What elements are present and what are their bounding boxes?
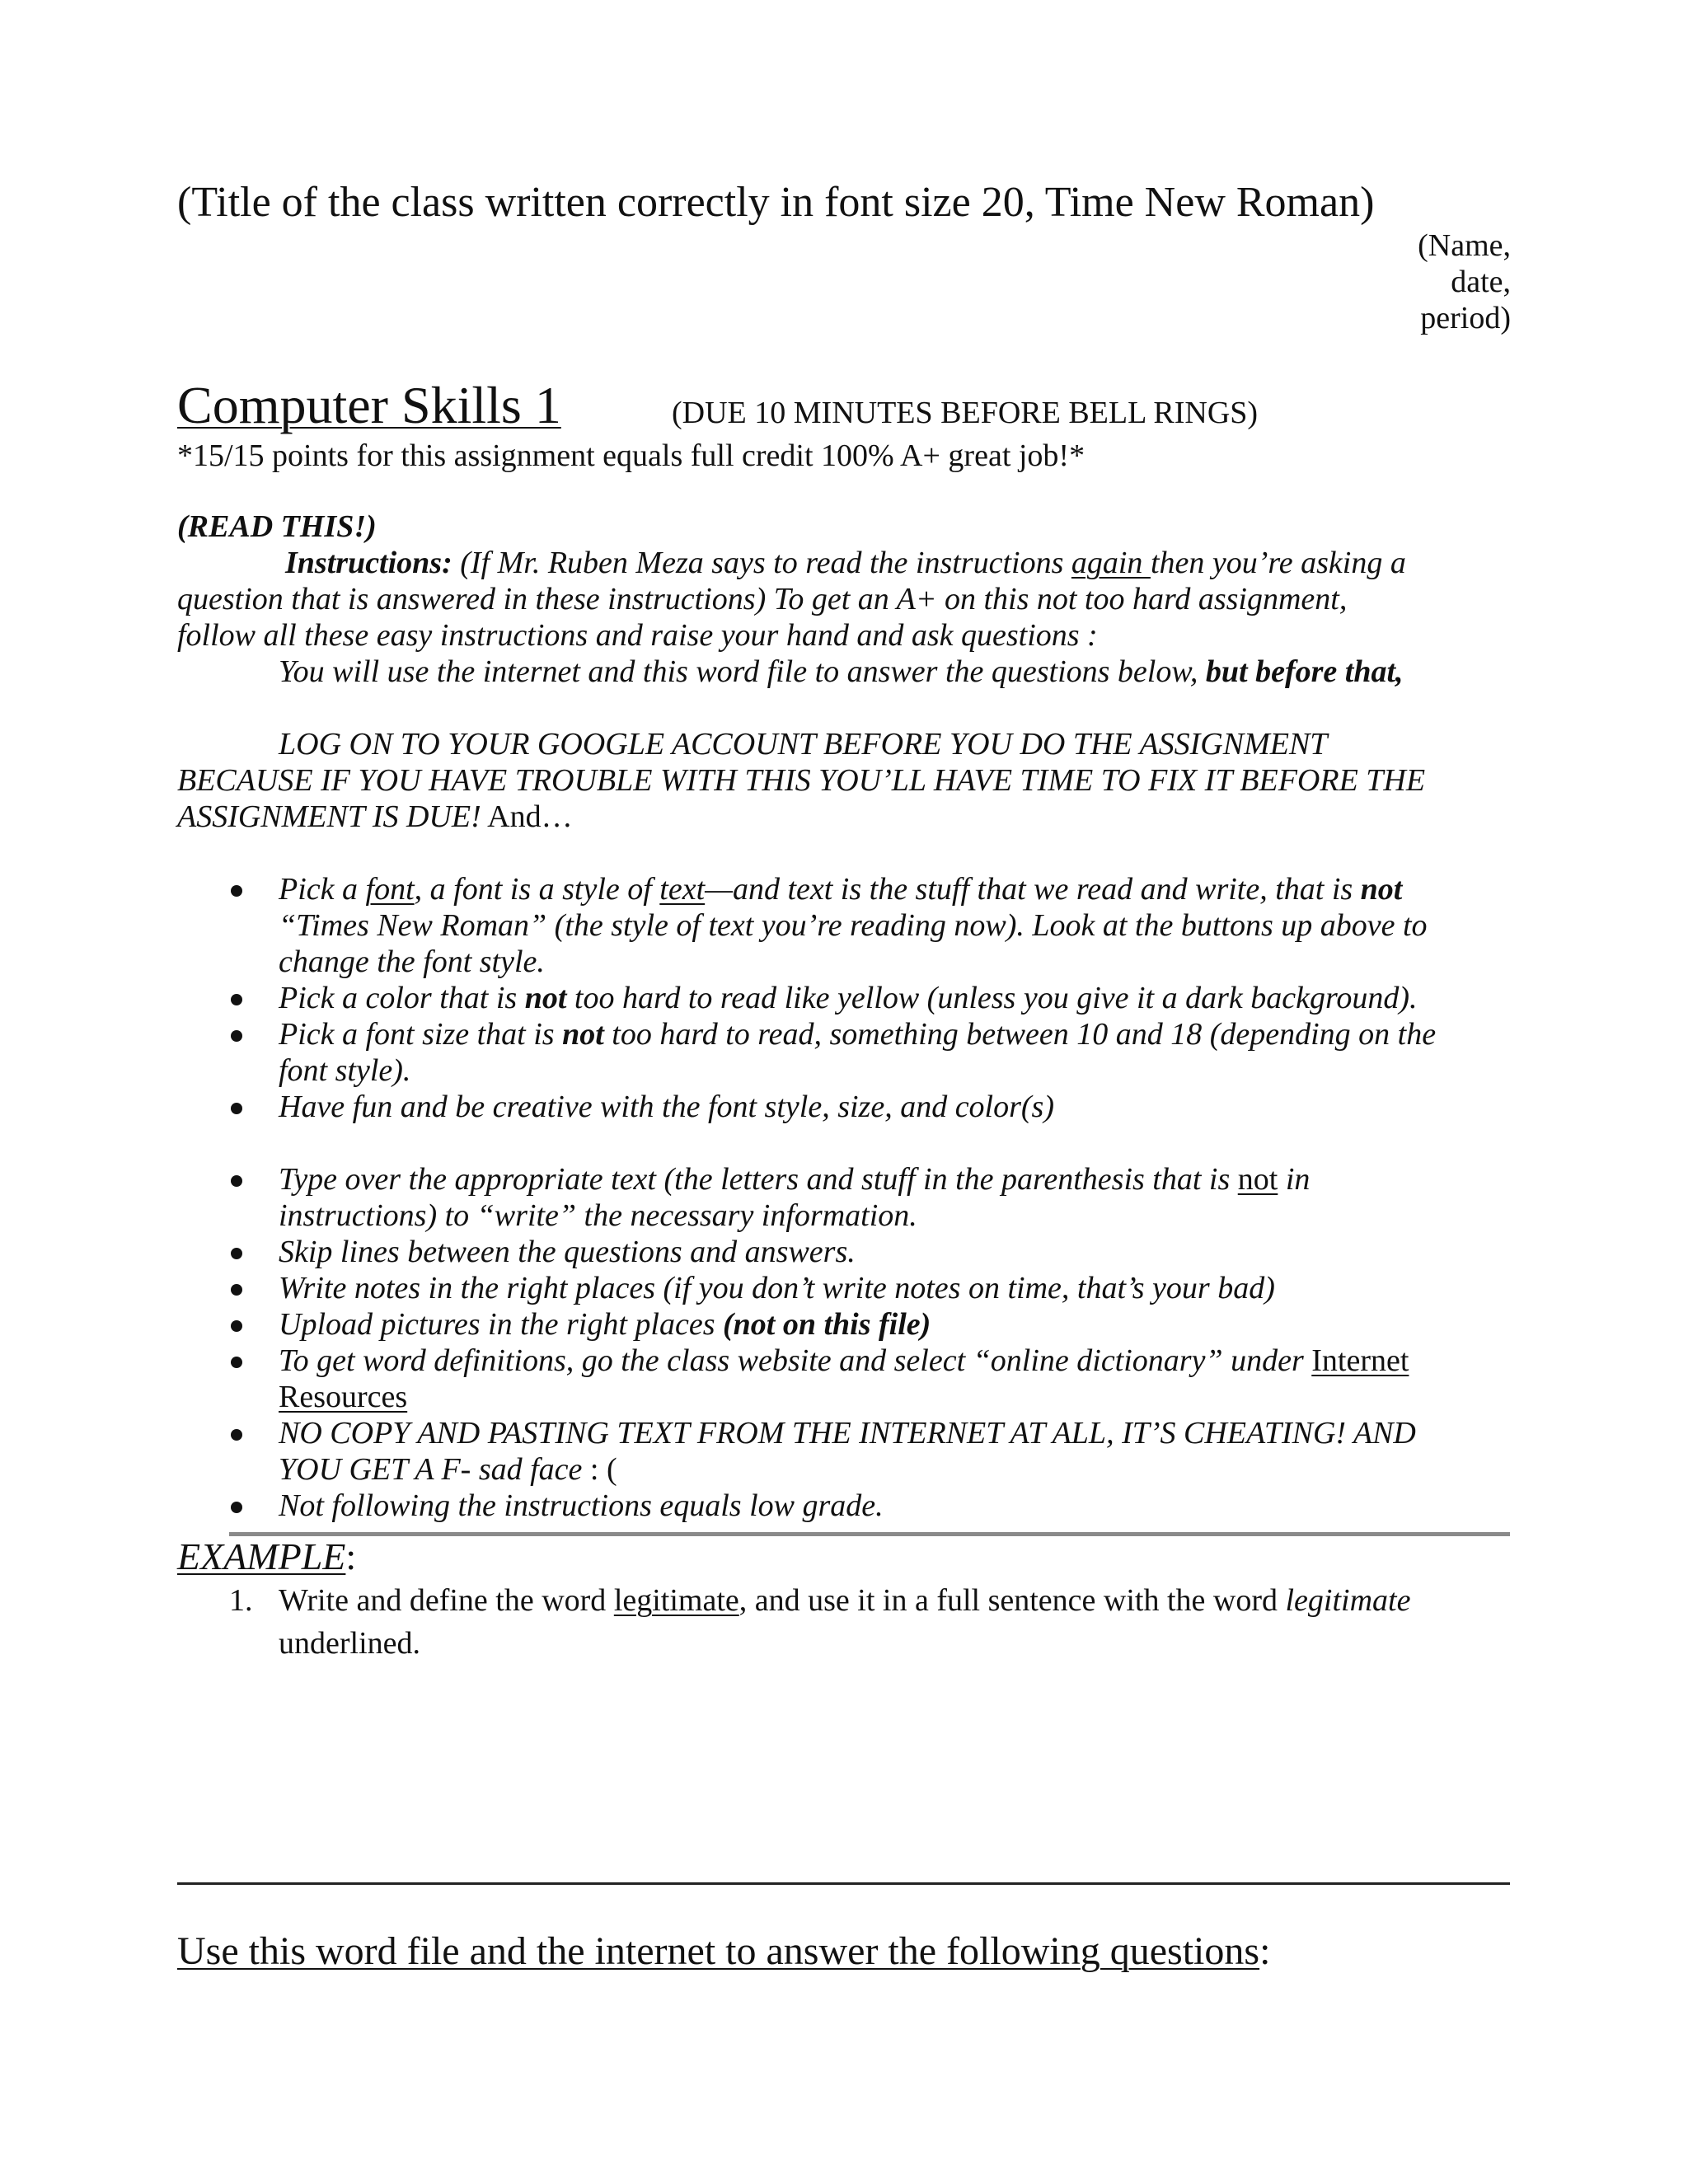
again-word: again	[1071, 546, 1151, 580]
instructions-line-2: question that is answered in these instructions) To get an A+ on this not too hard assignment,	[177, 582, 1348, 616]
bullet-4: Have fun and be creative with the font style, size, and color(s)	[279, 1090, 1055, 1124]
logon-line-3: ASSIGNMENT IS DUE! And…	[177, 799, 573, 834]
bullet-dot	[231, 1502, 242, 1513]
read-this-heading: (READ THIS!)	[177, 509, 377, 544]
meta-period: period)	[1420, 301, 1511, 335]
example-line-1: Write and define the word legitimate, and use it in a full sentence with the word legitimate	[279, 1583, 1411, 1618]
bullet-9-line-1: To get word definitions, go the class website and select “online dictionary” under Internet	[279, 1343, 1409, 1378]
bullet-3-line-1: Pick a font size that is not too hard to read, something between 10 and 18 (depending on the	[279, 1017, 1437, 1052]
instructions-line-1: Instructions: (If Mr. Ruben Meza says to read the instructions again then you’re asking a	[285, 546, 1406, 580]
example-number: 1.	[229, 1583, 253, 1618]
bullet-9-line-2: Resources	[279, 1380, 408, 1414]
document-title: Computer Skills 1	[177, 376, 561, 434]
bullet-1-line-2: “Times New Roman” (the style of text you’re reading now). Look at the buttons up above to	[279, 908, 1428, 943]
bullet-dot	[231, 1284, 242, 1296]
instructions-line-4: You will use the internet and this word file to answer the questions below, but before that,	[279, 654, 1404, 689]
bullet-dot	[231, 1248, 242, 1259]
font-word: font	[365, 872, 415, 907]
bullet-dot	[231, 1103, 242, 1114]
questions-section-heading: Use this word file and the internet to answer the following questions:	[177, 1929, 1271, 1973]
but-before-that: but before that,	[1205, 654, 1404, 689]
bullet-1-line-1: Pick a font, a font is a style of text—and text is the stuff that we read and write, that is not	[279, 872, 1403, 907]
instructions-label: Instructions:	[285, 546, 452, 580]
bullet-dot	[231, 1030, 242, 1042]
points-note: *15/15 points for this assignment equals full credit 100% A+ great job!*	[177, 438, 1085, 473]
bullet-11: Not following the instructions equals low grade.	[279, 1488, 884, 1523]
bullet-3-line-2: font style).	[279, 1053, 411, 1088]
due-note: (DUE 10 MINUTES BEFORE BELL RINGS)	[672, 396, 1259, 430]
logon-line-2: BECAUSE IF YOU HAVE TROUBLE WITH THIS YOU’LL HAVE TIME TO FIX IT BEFORE THE	[177, 763, 1426, 798]
bullet-dot	[231, 1357, 242, 1368]
bullet-2: Pick a color that is not too hard to read like yellow (unless you give it a dark background).	[279, 981, 1418, 1015]
bullet-8: Upload pictures in the right places (not on this file)	[279, 1307, 931, 1342]
answer-divider	[177, 1882, 1510, 1885]
text-word: text	[659, 872, 706, 907]
example-line-2: underlined.	[279, 1626, 421, 1661]
bullet-5-line-1: Type over the appropriate text (the letters and stuff in the parenthesis that is not in	[279, 1162, 1311, 1197]
bullet-dot	[231, 1175, 242, 1187]
example-heading: EXAMPLE:	[177, 1535, 357, 1577]
class-title-placeholder: (Title of the class written correctly in font size 20, Time New Roman)	[177, 179, 1375, 226]
bullet-10-line-2: YOU GET A F- sad face : (	[279, 1452, 617, 1487]
logon-line-1: LOG ON TO YOUR GOOGLE ACCOUNT BEFORE YOU DO THE ASSIGNMENT	[279, 727, 1328, 762]
meta-name: (Name,	[1418, 228, 1511, 263]
meta-date: date,	[1451, 265, 1511, 299]
bullet-1-line-3: change the font style.	[279, 944, 545, 979]
bullet-dot	[231, 1320, 242, 1332]
instructions-line-3: follow all these easy instructions and raise your hand and ask questions :	[177, 618, 1098, 653]
instructions-divider	[229, 1532, 1510, 1536]
bullet-dot	[231, 1429, 242, 1441]
bullet-dot	[231, 994, 242, 1005]
bullet-6: Skip lines between the questions and answers.	[279, 1235, 856, 1269]
bullet-dot	[231, 885, 242, 897]
name-date-period-placeholder	[1418, 227, 1511, 336]
bullet-7: Write notes in the right places (if you don’t write notes on time, that’s your bad)	[279, 1271, 1275, 1305]
internet-resources-link: Internet	[1311, 1343, 1409, 1378]
bullet-10-line-1: NO COPY AND PASTING TEXT FROM THE INTERNET AT ALL, IT’S CHEATING! AND	[279, 1416, 1416, 1451]
bullet-5-line-2: instructions) to “write” the necessary information.	[279, 1198, 917, 1233]
